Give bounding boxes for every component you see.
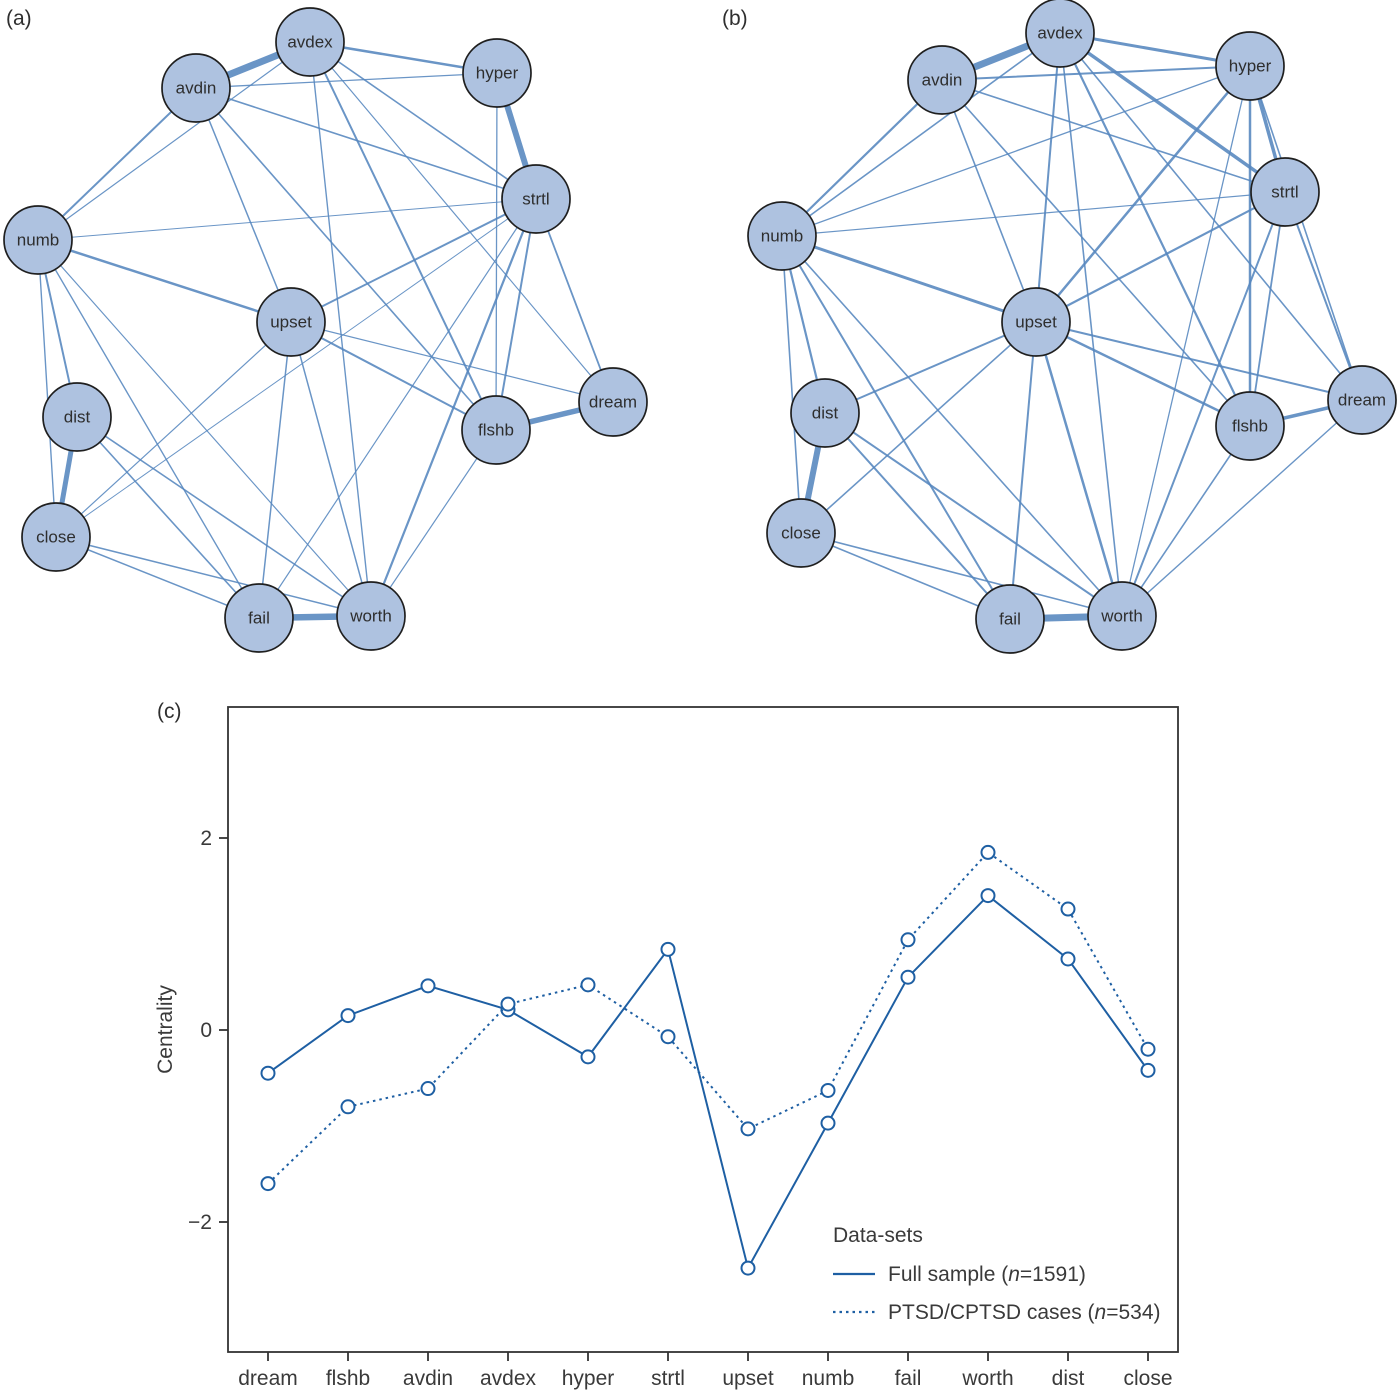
network-node-strtl [502, 165, 570, 233]
chart-point-ptsd-cptsd-dist [1062, 903, 1075, 916]
chart-point-ptsd-cptsd-fail [902, 933, 915, 946]
network-node-label-strtl: strtl [1271, 182, 1299, 202]
chart-point-full-sample-worth [982, 889, 995, 902]
chart-point-ptsd-cptsd-avdex [502, 998, 515, 1011]
network-node-avdin [162, 54, 230, 122]
network-node-label-strtl: strtl [522, 189, 550, 209]
network-edge-hyper-worth [1122, 66, 1250, 616]
network-node-strtl [1251, 158, 1319, 226]
network-edge-upset-dream [1036, 322, 1362, 400]
chart-point-full-sample-avdin [422, 979, 435, 992]
network-node-dist [43, 383, 111, 451]
network-edge-dist-worth [77, 417, 371, 616]
plot-box [228, 707, 1178, 1352]
network-node-numb [748, 202, 816, 270]
network-node-label-dream: dream [1337, 390, 1387, 410]
network-node-close [767, 499, 835, 567]
network-node-label-flshb: flshb [1232, 416, 1268, 436]
network-edge-upset-dream [291, 322, 613, 402]
network-edge-dist-fail [77, 417, 259, 618]
legend-label-full-sample: Full sample (n=1591) [888, 1263, 1086, 1286]
network-edge-dist-fail [825, 413, 1010, 619]
y-tick-label: −2 [188, 1211, 212, 1234]
network-node-fail [225, 584, 293, 652]
centrality-chart [0, 690, 1400, 1398]
network-edge-upset-fail [259, 322, 291, 618]
network-node-worth [1088, 582, 1156, 650]
network-node-avdex [1026, 0, 1094, 67]
network-edge-hyper-dream [1250, 66, 1362, 400]
y-axis-title: Centrality [154, 985, 177, 1074]
network-node-label-hyper: hyper [475, 63, 519, 83]
y-tick-label: 2 [200, 827, 212, 850]
x-tick-label-avdin: avdin [402, 1367, 454, 1390]
x-tick-label-dream: dream [238, 1367, 298, 1390]
network-panel-a [4, 8, 647, 652]
network-node-flshb [1216, 392, 1284, 460]
network-node-avdex [276, 8, 344, 76]
network-edge-upset-strtl [1036, 192, 1285, 322]
network-node-label-hyper: hyper [1228, 56, 1272, 76]
chart-point-ptsd-cptsd-close [1142, 1043, 1155, 1056]
chart-point-ptsd-cptsd-avdin [422, 1082, 435, 1095]
network-edge-strtl-close [56, 199, 536, 537]
network-edge-close-worth [801, 533, 1122, 616]
network-node-label-upset: upset [1015, 312, 1057, 332]
network-edge-strtl-flshb [1250, 192, 1285, 426]
network-node-label-close: close [781, 523, 821, 543]
network-edge-upset-flshb [1036, 322, 1250, 426]
chart-line-ptsd-cptsd [268, 852, 1148, 1183]
network-edge-upset-worth [1036, 322, 1122, 616]
network-node-label-fail: fail [248, 608, 270, 628]
x-tick-label-hyper: hyper [561, 1367, 615, 1390]
network-edge-avdin-upset [196, 88, 291, 322]
network-node-hyper [463, 39, 531, 107]
x-tick-label-numb: numb [801, 1367, 855, 1390]
network-node-label-avdex: avdex [1037, 23, 1083, 43]
network-node-label-dist: dist [63, 407, 91, 427]
network-node-label-upset: upset [270, 312, 312, 332]
chart-point-ptsd-cptsd-worth [982, 846, 995, 859]
network-node-worth [337, 582, 405, 650]
network-edge-numb-strtl [38, 199, 536, 240]
x-tick-label-close: close [1123, 1367, 1173, 1390]
network-node-fail [976, 585, 1044, 653]
network-node-label-avdin: avdin [175, 78, 217, 98]
network-node-label-fail: fail [999, 609, 1021, 629]
network-edge-dist-worth [825, 413, 1122, 616]
chart-point-ptsd-cptsd-strtl [662, 1030, 675, 1043]
network-node-hyper [1216, 32, 1284, 100]
chart-point-full-sample-close [1142, 1064, 1155, 1077]
x-tick-label-flshb: flshb [325, 1367, 371, 1390]
network-node-label-numb: numb [16, 230, 60, 250]
chart-point-full-sample-numb [822, 1117, 835, 1130]
network-node-numb [4, 206, 72, 274]
network-panel-b [748, 0, 1396, 653]
x-tick-label-fail: fail [894, 1367, 922, 1390]
x-tick-label-dist: dist [1051, 1367, 1085, 1390]
chart-point-ptsd-cptsd-dream [262, 1177, 275, 1190]
network-edge-avdex-dream [310, 42, 613, 402]
network-node-label-avdex: avdex [287, 32, 333, 52]
network-edge-strtl-flshb [496, 199, 536, 430]
network-edge-avdin-upset [942, 80, 1036, 322]
network-node-upset [257, 288, 325, 356]
network-node-label-flshb: flshb [478, 420, 514, 440]
network-node-flshb [462, 396, 530, 464]
network-panels [0, 0, 1400, 690]
chart-point-full-sample-dream [262, 1067, 275, 1080]
network-node-dream [1328, 366, 1396, 434]
network-node-label-avdin: avdin [921, 70, 963, 90]
chart-point-full-sample-flshb [342, 1009, 355, 1022]
network-edge-hyper-flshb [496, 73, 497, 430]
x-tick-label-upset: upset [722, 1367, 774, 1390]
network-edge-upset-strtl [291, 199, 536, 322]
network-node-dist [791, 379, 859, 447]
panel-a-label: (a) [6, 7, 32, 30]
legend-label-ptsd-cptsd: PTSD/CPTSD cases (n=534) [888, 1301, 1161, 1324]
y-tick-label: 0 [200, 1019, 212, 1042]
legend-title: Data-sets [833, 1224, 923, 1247]
chart-point-ptsd-cptsd-flshb [342, 1100, 355, 1113]
chart-point-full-sample-fail [902, 971, 915, 984]
chart-point-full-sample-hyper [582, 1050, 595, 1063]
panel-c-label: (c) [157, 700, 182, 723]
chart-point-ptsd-cptsd-numb [822, 1084, 835, 1097]
chart-point-full-sample-upset [742, 1262, 755, 1275]
network-node-label-numb: numb [760, 226, 804, 246]
network-node-label-worth: worth [1101, 606, 1143, 626]
panel-b-label: (b) [722, 7, 748, 30]
network-node-close [22, 503, 90, 571]
network-node-label-close: close [36, 527, 76, 547]
network-edge-numb-close [782, 236, 801, 533]
x-tick-label-avdex: avdex [479, 1367, 537, 1390]
chart-point-full-sample-strtl [662, 943, 675, 956]
network-node-dream [579, 368, 647, 436]
network-edge-upset-worth [291, 322, 371, 616]
network-edge-upset-fail [1010, 322, 1036, 619]
network-node-upset [1002, 288, 1070, 356]
network-node-label-dream: dream [588, 392, 638, 412]
network-node-avdin [908, 46, 976, 114]
network-node-label-worth: worth [350, 606, 392, 626]
network-edge-numb-upset [38, 240, 291, 322]
chart-point-ptsd-cptsd-upset [742, 1122, 755, 1135]
chart-point-ptsd-cptsd-hyper [582, 978, 595, 991]
chart-point-full-sample-dist [1062, 952, 1075, 965]
x-tick-label-strtl: strtl [651, 1367, 685, 1390]
network-node-label-dist: dist [811, 403, 839, 423]
x-tick-label-worth: worth [962, 1367, 1014, 1390]
network-edge-close-worth [56, 537, 371, 616]
